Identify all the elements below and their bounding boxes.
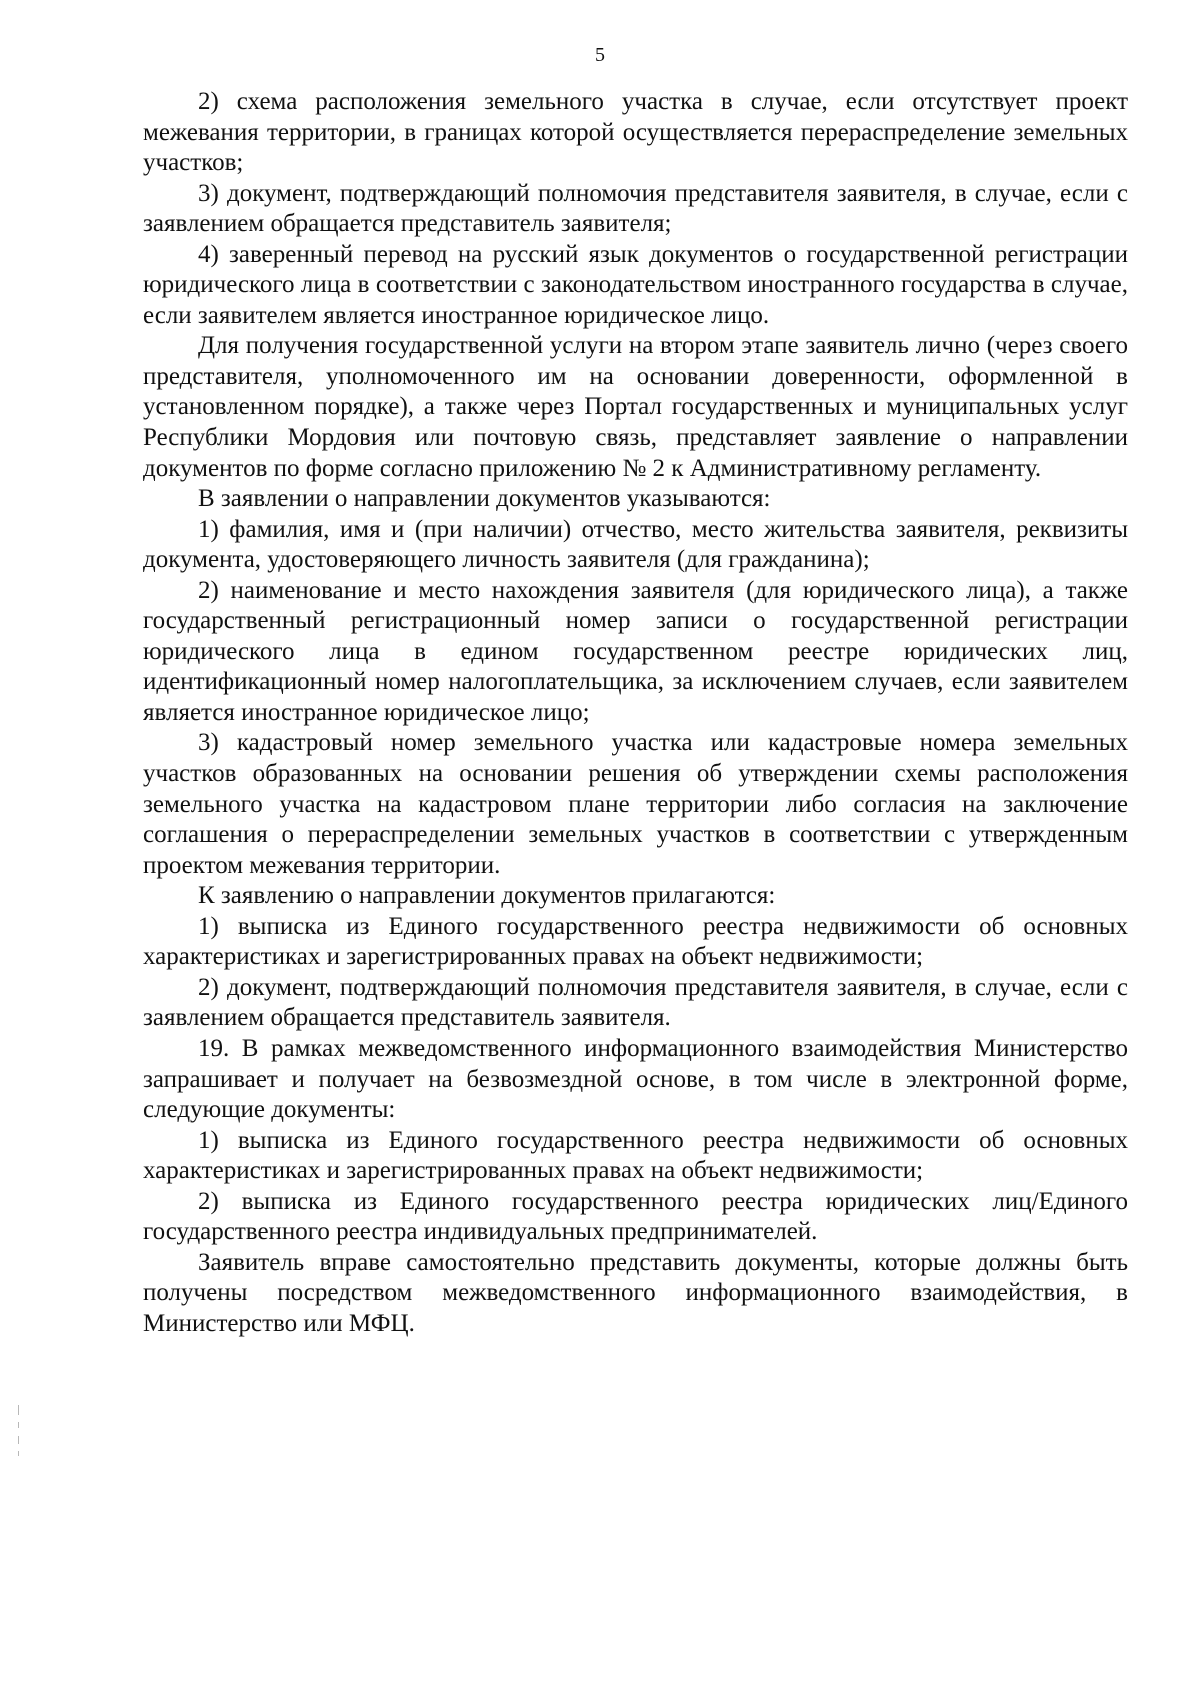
paragraph: 3) кадастровый номер земельного участка или кадастровые номера земельных участков образованных на основании решения об утверждении схемы расположения земельного участка на кадастровом плане территории либо согласия на заключение соглашения о перераспределении земельных участков в соответствии с утвержденным проектом межевания территории.	[143, 729, 1128, 879]
paragraph: Заявитель вправе самостоятельно представить документы, которые должны быть получены посредством межведомственного информационного взаимодействия, в Министерство или МФЦ.	[143, 1248, 1128, 1337]
paragraph: Для получения государственной услуги на втором этапе заявитель лично (через своего представителя, уполномоченного им на основании доверенности, оформленной в установленном порядке), а также через Портал государственных и муниципальных услуг Республики Мордовия или почтовую связь, представляет заявление о направлении документов по форме согласно приложению № 2 к Административному регламенту.	[143, 332, 1128, 482]
paragraph: 2) выписка из Единого государственного реестра юридических лиц/Единого государственного реестра индивидуальных предпринимателей.	[143, 1187, 1128, 1246]
paragraph: 2) схема расположения земельного участка в случае, если отсутствует проект межевания территории, в границах которой осуществляется перераспределение земельных участков;	[143, 88, 1128, 177]
paragraph: 1) фамилия, имя и (при наличии) отчество, место жительства заявителя, реквизиты документа, удостоверяющего личность заявителя (для гражданина);	[143, 515, 1128, 574]
paragraph: 2) наименование и место нахождения заявителя (для юридического лица), а также государственный регистрационный номер записи о государственной регистрации юридического лица в едином государственном реестре юридических лиц, идентификационный номер налогоплательщика, за исключением случаев, если заявителем является иностранное юридическое лицо;	[143, 576, 1128, 726]
paragraph: 3) документ, подтверждающий полномочия представителя заявителя, в случае, если с заявлением обращается представитель заявителя;	[143, 179, 1128, 238]
scan-margin-mark	[18, 1436, 19, 1444]
paragraph: 19. В рамках межведомственного информационного взаимодействия Министерство запрашивает и получает на безвозмездной основе, в том числе в электронной форме, следующие документы:	[143, 1034, 1128, 1124]
page-number: 5	[595, 44, 605, 66]
document-body	[143, 87, 1128, 1339]
paragraph: 1) выписка из Единого государственного реестра недвижимости об основных характеристиках и зарегистрированных правах на объект недвижимости;	[143, 912, 1128, 971]
paragraph: К заявлению о направлении документов прилагаются:	[198, 882, 776, 910]
paragraph: В заявлении о направлении документов указываются:	[198, 485, 771, 513]
paragraph: 2) документ, подтверждающий полномочия представителя заявителя, в случае, если с заявлением обращается представитель заявителя.	[143, 973, 1128, 1032]
scan-margin-mark	[18, 1422, 19, 1428]
paragraph: 4) заверенный перевод на русский язык документов о государственной регистрации юридического лица в соответствии с законодательством иностранного государства в случае, если заявителем является иностранное юридическое лицо.	[143, 240, 1128, 329]
scan-margin-mark	[18, 1405, 19, 1415]
paragraph: 1) выписка из Единого государственного реестра недвижимости об основных характеристиках и зарегистрированных правах на объект недвижимости;	[143, 1126, 1128, 1185]
scan-margin-mark	[18, 1451, 19, 1456]
